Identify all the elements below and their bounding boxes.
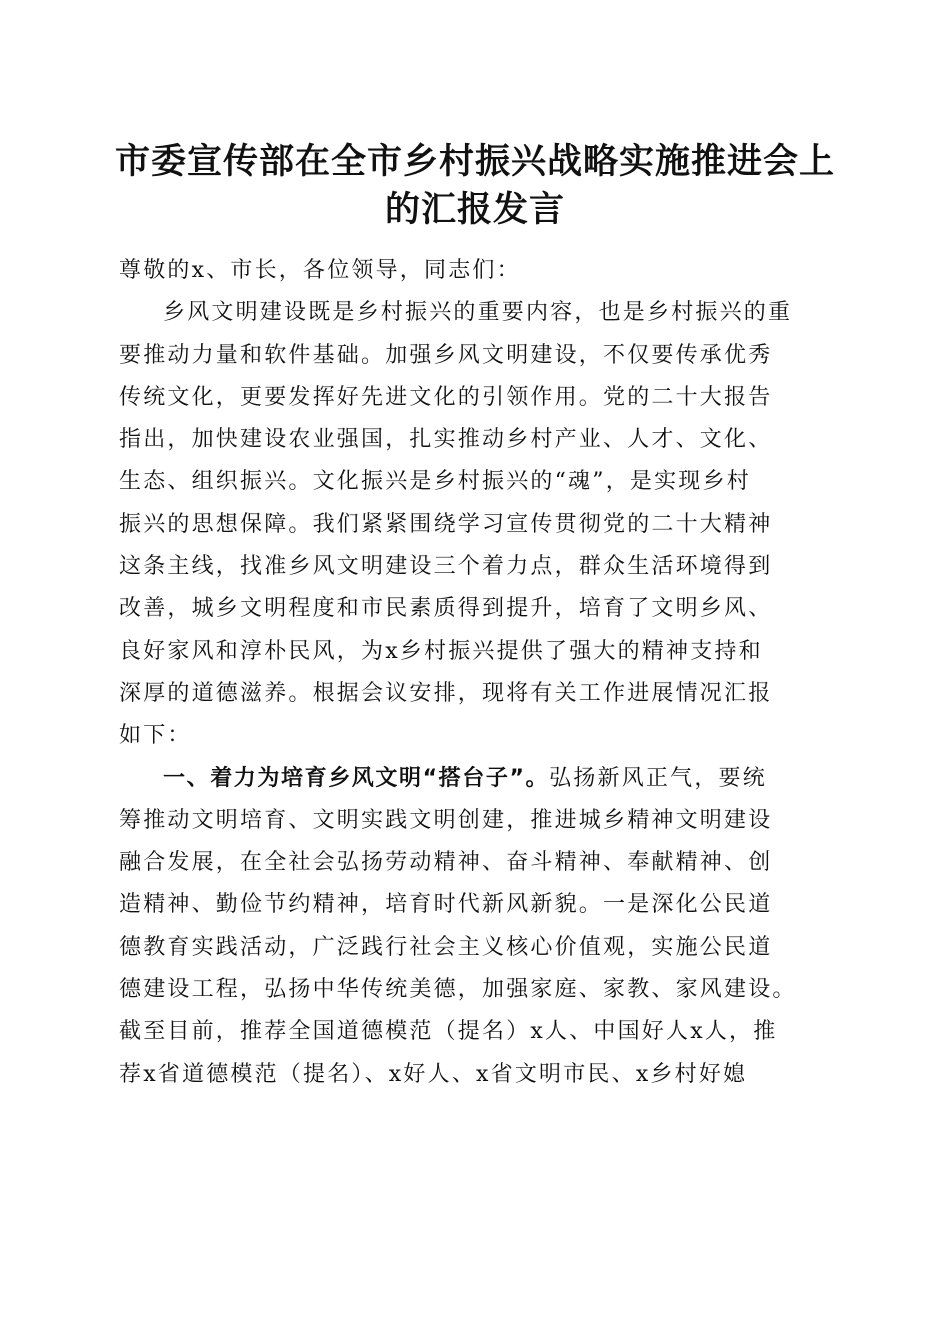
paragraph-line: 荐x省道德模范（提名）、x好人、x省文明市民、x乡村好媳 xyxy=(119,1061,748,1087)
paragraph-line: 截至目前，推荐全国道德模范（提名）x人、中国好人x人，推 xyxy=(119,1019,778,1045)
paragraph-line: 这条主线，找准乡风文明建设三个着力点，群众生活环境得到 xyxy=(119,554,773,580)
paragraph-line: 指出，加快建设农业强国，扎实推动乡村产业、人才、文化、 xyxy=(119,427,773,453)
paragraph-line: 良好家风和淳朴民风，为x乡村振兴提供了强大的精神支持和 xyxy=(119,638,763,664)
intro-paragraph xyxy=(119,292,834,757)
paragraph-line: 造精神、勤俭节约精神，培育时代新风新貌。一是深化公民道 xyxy=(119,892,773,918)
title-line-1: 市委宣传部在全市乡村振兴战略实施推进会上 xyxy=(114,141,835,182)
paragraph-line: 筹推动文明培育、文明实践文明创建，推进城乡精神文明建设 xyxy=(119,807,773,833)
paragraph-line: 如下： xyxy=(119,723,192,749)
paragraph-line: 德教育实践活动，广泛践行社会主义核心价值观，实施公民道 xyxy=(119,934,773,960)
document-title xyxy=(110,138,840,234)
paragraph-line: 德建设工程，弘扬中华传统美德，加强家庭、家教、家风建设。 xyxy=(119,977,797,1003)
paragraph-line: 振兴的思想保障。我们紧紧围绕学习宣传贯彻党的二十大精神 xyxy=(119,511,773,537)
salutation: 尊敬的x、市长，各位领导，同志们： xyxy=(119,258,521,283)
paragraph-line: 改善，城乡文明程度和市民素质得到提升，培育了文明乡风、 xyxy=(119,596,773,622)
paragraph-line: 要推动力量和软件基础。加强乡风文明建设，不仅要传承优秀 xyxy=(119,342,773,368)
paragraph-line: 深厚的道德滋养。根据会议安排，现将有关工作进展情况汇报 xyxy=(119,680,773,706)
section-1-first-line-text: 弘扬新风正气，要统 xyxy=(549,765,767,791)
section-1-heading: 一、着力为培育乡风文明“搭台子”。 xyxy=(163,765,550,791)
paragraph-line: 传统文化，更要发挥好先进文化的引领作用。党的二十大报告 xyxy=(119,384,773,410)
paragraph-line: 融合发展，在全社会弘扬劳动精神、奋斗精神、奉献精神、创 xyxy=(119,850,773,876)
title-line-2: 的汇报发言 xyxy=(384,189,565,230)
section-1-first-line xyxy=(119,758,834,800)
paragraph-line: 生态、组织振兴。文化振兴是乡村振兴的“魂”，是实现乡村 xyxy=(119,469,751,495)
document-body xyxy=(119,250,834,1096)
section-1-paragraph xyxy=(119,758,834,1096)
paragraph-line: 乡风文明建设既是乡村振兴的重要内容，也是乡村振兴的重 xyxy=(163,300,793,326)
